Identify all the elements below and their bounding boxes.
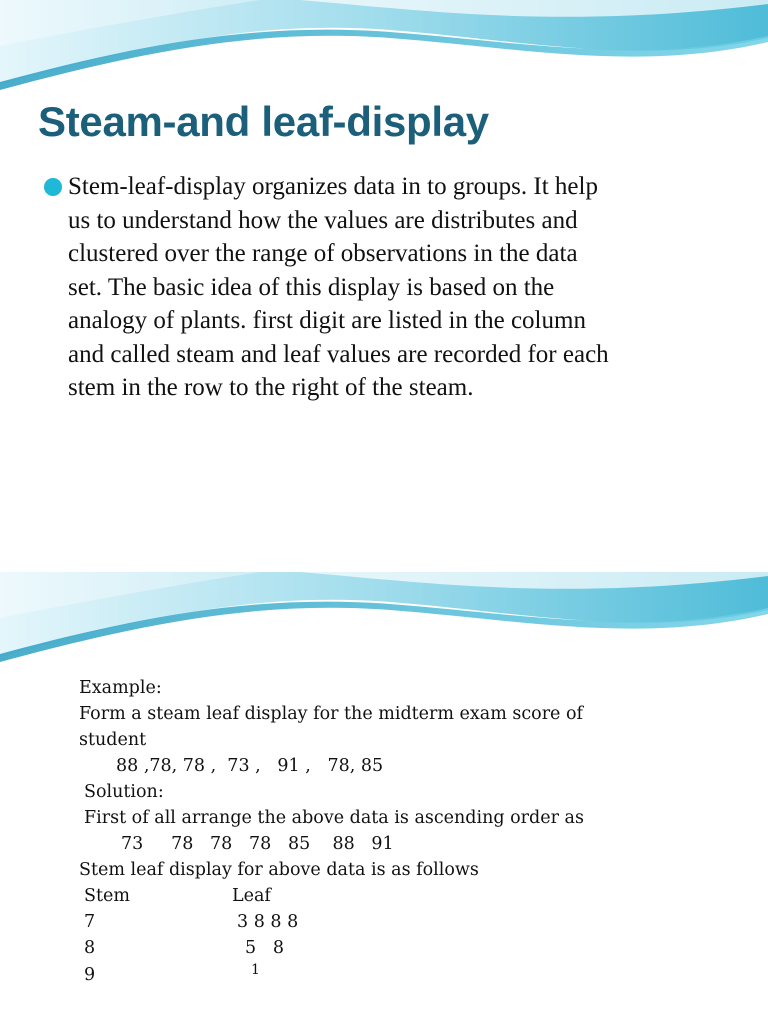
question-line: student	[79, 730, 147, 750]
bullet-dot-icon	[44, 178, 62, 196]
display-intro: Stem leaf display for above data is as follows	[79, 860, 479, 880]
stem-header: Stem	[84, 886, 130, 906]
header-wave-decoration	[0, 0, 768, 95]
example-label: Example:	[79, 678, 162, 698]
leaf-value: 1	[251, 962, 260, 978]
bullet-line: stem in the row to the right of the steam.	[68, 374, 474, 401]
bullet-line: us to understand how the values are distributes and	[68, 206, 578, 234]
leaf-value: 3 8 8 8	[237, 912, 299, 932]
leaf-value: 5 8	[245, 938, 284, 958]
solution-label: Solution:	[84, 782, 164, 802]
leaf-header: Leaf	[232, 886, 271, 906]
bullet-line: set. The basic idea of this display is based on the	[68, 273, 555, 301]
sorted-data: 73 78 78 78 85 88 91	[121, 834, 394, 854]
slide-title: Steam-and leaf-display	[38, 98, 489, 145]
bullet-line: Stem-leaf-display organizes data in to groups. It help	[68, 173, 598, 200]
stem-value: 8	[84, 938, 96, 958]
raw-data: 88 ,78, 78 , 73 , 91 , 78, 85	[116, 756, 384, 776]
arrange-text: First of all arrange the above data is ascending order as	[84, 808, 584, 828]
bullet-line: and called steam and leaf values are recorded for each	[68, 340, 609, 368]
bullet-line: analogy of plants. first digit are listed in the column	[68, 307, 586, 334]
header-wave-decoration	[0, 572, 768, 667]
bullet-point	[44, 170, 744, 405]
question-line: Form a steam leaf display for the midterm exam score of	[79, 704, 583, 724]
slide-2	[0, 572, 768, 1024]
stem-value: 9	[84, 965, 96, 985]
bullet-paragraph	[68, 170, 744, 405]
stem-value: 7	[84, 912, 96, 932]
bullet-line: clustered over the range of observations in the data	[68, 240, 578, 267]
